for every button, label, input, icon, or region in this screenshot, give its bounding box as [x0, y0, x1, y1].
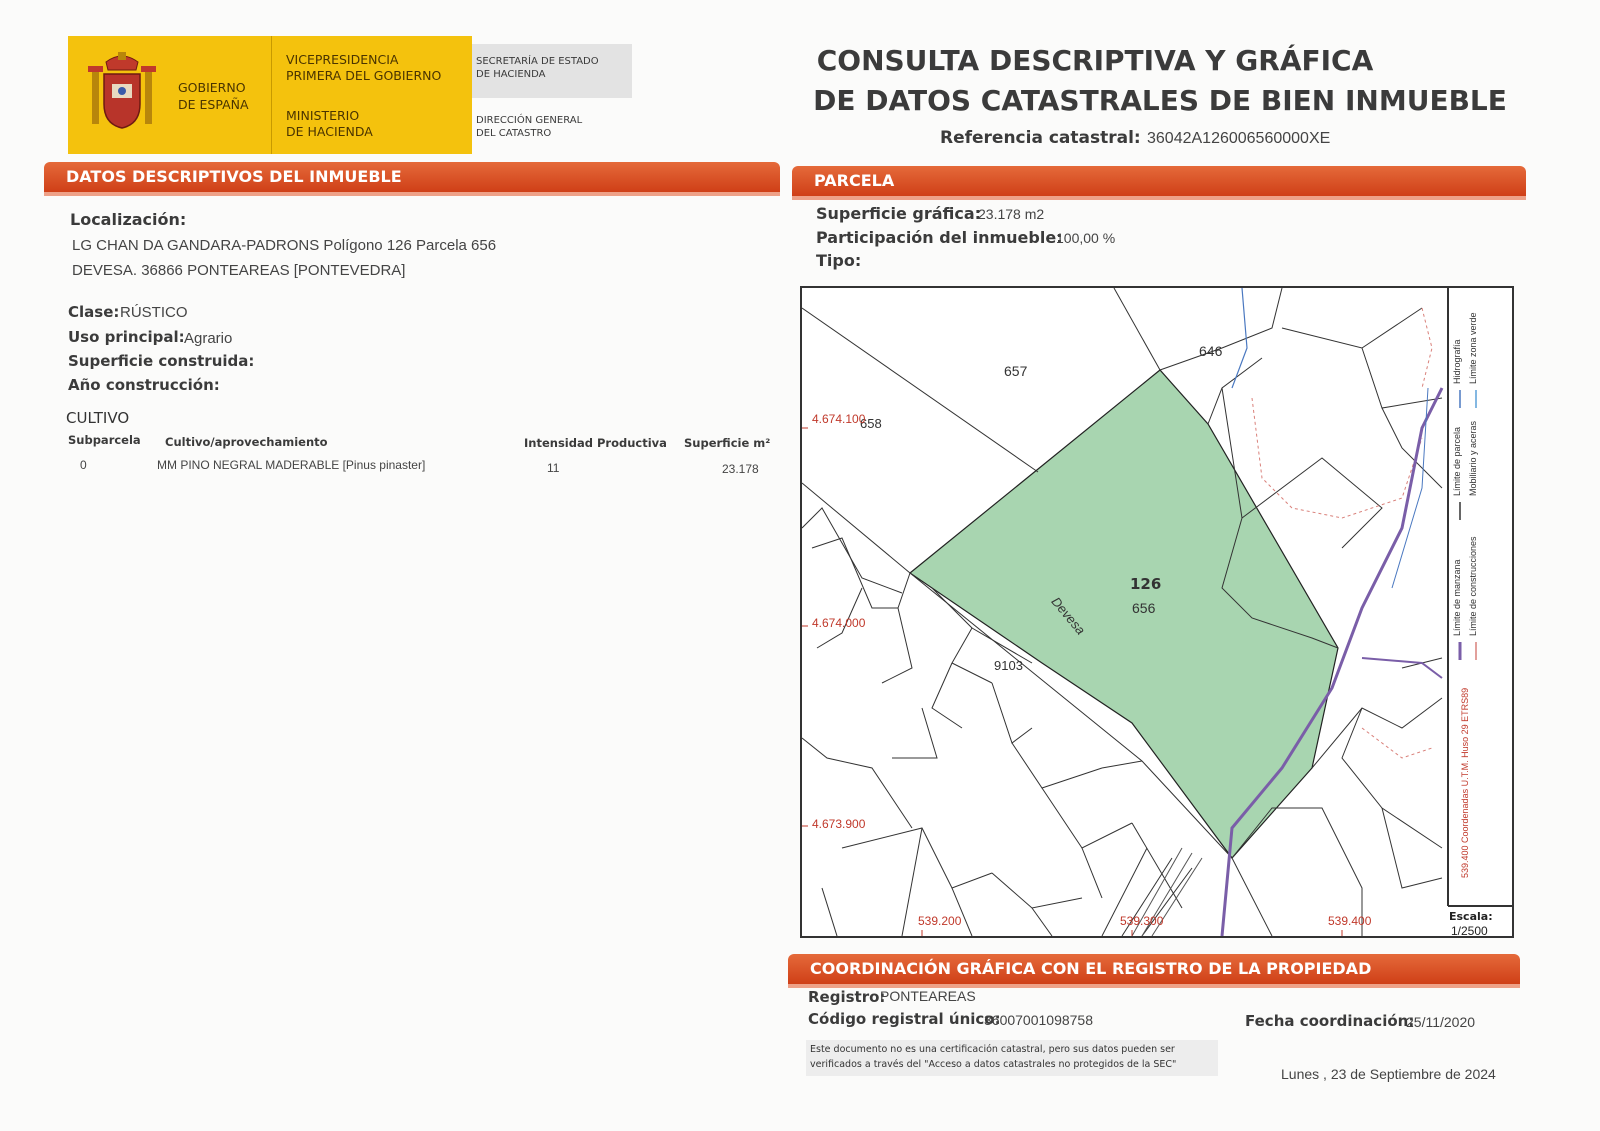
scale-label: Escala:	[1449, 910, 1493, 923]
document-date: Lunes , 23 de Septiembre de 2024	[1281, 1066, 1496, 1082]
legend-hidrografia: Hidrografía	[1452, 339, 1462, 384]
ref-value: 36042A126006560000XE	[1147, 130, 1331, 147]
col-superficie: Superficie m²	[684, 436, 771, 450]
map-label-658: 658	[860, 416, 882, 431]
sec-line2: DE HACIENDA	[476, 69, 546, 80]
registro-label: Registro:	[808, 988, 886, 1006]
uso-label: Uso principal:	[68, 328, 185, 346]
map-coord-x3: 539.400	[1328, 914, 1372, 928]
clase-label: Clase:	[68, 303, 120, 321]
map-coord-y1: 4.674.100	[812, 412, 866, 426]
disclaimer-box	[806, 1040, 1218, 1076]
sec-line1: SECRETARÍA DE ESTADO	[476, 56, 599, 67]
gov-line1: GOBIERNO	[178, 80, 246, 95]
localizacion-label: Localización:	[70, 210, 187, 229]
parcel-656-shape[interactable]	[910, 370, 1338, 858]
map-label-646: 646	[1199, 343, 1223, 359]
map-label-9103: 9103	[994, 658, 1023, 673]
clase-value: RÚSTICO	[120, 304, 188, 321]
col-intensidad: Intensidad Productiva	[524, 436, 667, 450]
col-cultivo: Cultivo/aprovechamiento	[165, 435, 328, 449]
localizacion-line2: DEVESA. 36866 PONTEAREAS [PONTEVEDRA]	[72, 262, 406, 279]
min-line2: DE HACIENDA	[286, 124, 373, 139]
map-coord-y2: 4.674.000	[812, 616, 866, 630]
gov-line2: DE ESPAÑA	[178, 97, 249, 112]
codigo-registral-label: Código registral único:	[808, 1010, 1001, 1028]
legend-zona-verde: Límite zona verde	[1468, 312, 1478, 384]
map-coord-y3: 4.673.900	[812, 817, 866, 831]
map-canvas	[802, 288, 1512, 936]
tipo-label: Tipo:	[816, 251, 862, 270]
scale-value: 1/2500	[1451, 924, 1488, 938]
cadastral-map[interactable]	[800, 286, 1514, 938]
legend-mobiliario: Mobiliario y aceras	[1468, 420, 1478, 496]
localizacion-line1: LG CHAN DA GANDARA-PADRONS Polígono 126 Parcela 656	[72, 237, 497, 254]
section-parcela-header: PARCELA	[792, 166, 1526, 196]
sup-grafica-value: 23.178 m2	[978, 206, 1045, 222]
participacion-value: 100,00 %	[1056, 230, 1116, 246]
disclaimer-line1: Este documento no es una certificación catastral, pero sus datos pueden ser	[810, 1044, 1175, 1055]
participacion-label: Participación del inmueble:	[816, 228, 1063, 247]
row-subparcela: 0	[80, 458, 87, 472]
col-subparcela: Subparcela	[68, 433, 141, 447]
section-registro-header: COORDINACIÓN GRÁFICA CON EL REGISTRO DE LA PROPIEDAD	[788, 954, 1520, 984]
sup-grafica-label: Superficie gráfica:	[816, 204, 982, 223]
page-title-line2: DE DATOS CATASTRALES DE BIEN INMUEBLE	[813, 84, 1507, 117]
fecha-coordinacion-label: Fecha coordinación:	[1245, 1012, 1415, 1030]
section-descriptivos-header: DATOS DESCRIPTIVOS DEL INMUEBLE	[44, 162, 780, 192]
min-line1: MINISTERIO	[286, 108, 360, 123]
legend-parcela: Límite de parcela	[1452, 426, 1462, 496]
vice-line2: PRIMERA DEL GOBIERNO	[286, 68, 442, 83]
legend-coordenadas: 539.400 Coordenadas U.T.M. Huso 29 ETRS89	[1460, 687, 1470, 878]
page-title-line1: CONSULTA DESCRIPTIVA Y GRÁFICA	[816, 44, 1374, 77]
secretaria-box	[472, 44, 632, 98]
vice-line1: VICEPRESIDENCIA	[286, 52, 399, 67]
map-label-657: 657	[1004, 363, 1028, 379]
map-place-label: Devesa	[1048, 594, 1089, 638]
row-cultivo: MM PINO NEGRAL MADERABLE [Pinus pinaster]	[157, 458, 426, 472]
map-coord-x1: 539.200	[918, 914, 962, 928]
fecha-coordinacion-value: 25/11/2020	[1406, 1014, 1476, 1030]
map-polygon-label: 126	[1130, 575, 1162, 593]
legend-manzana: Límite de manzana	[1452, 559, 1462, 636]
coat-of-arms-icon	[82, 50, 162, 134]
map-parcel-label: 656	[1132, 600, 1156, 616]
dir-line1: DIRECCIÓN GENERAL	[476, 115, 583, 126]
dir-line2: DEL CATASTRO	[476, 128, 552, 139]
anio-construccion-label: Año construcción:	[68, 376, 220, 394]
cultivo-heading: CULTIVO	[66, 409, 130, 427]
uso-value: Agrario	[184, 330, 233, 347]
legend-construcciones: Límite de construcciones	[1468, 536, 1478, 636]
row-superficie: 23.178	[722, 462, 759, 476]
codigo-registral-value: 36007001098758	[984, 1012, 1094, 1028]
map-coord-x2: 539.300	[1120, 914, 1164, 928]
registro-value: PONTEAREAS	[880, 988, 976, 1004]
superficie-construida-label: Superficie construida:	[68, 352, 255, 370]
government-logo-block	[68, 36, 472, 154]
ref-label: Referencia catastral:	[940, 128, 1141, 148]
row-intensidad: 11	[547, 461, 560, 475]
disclaimer-line2: verificados a través del "Acceso a datos catastrales no protegidos de la SEC"	[810, 1059, 1177, 1070]
